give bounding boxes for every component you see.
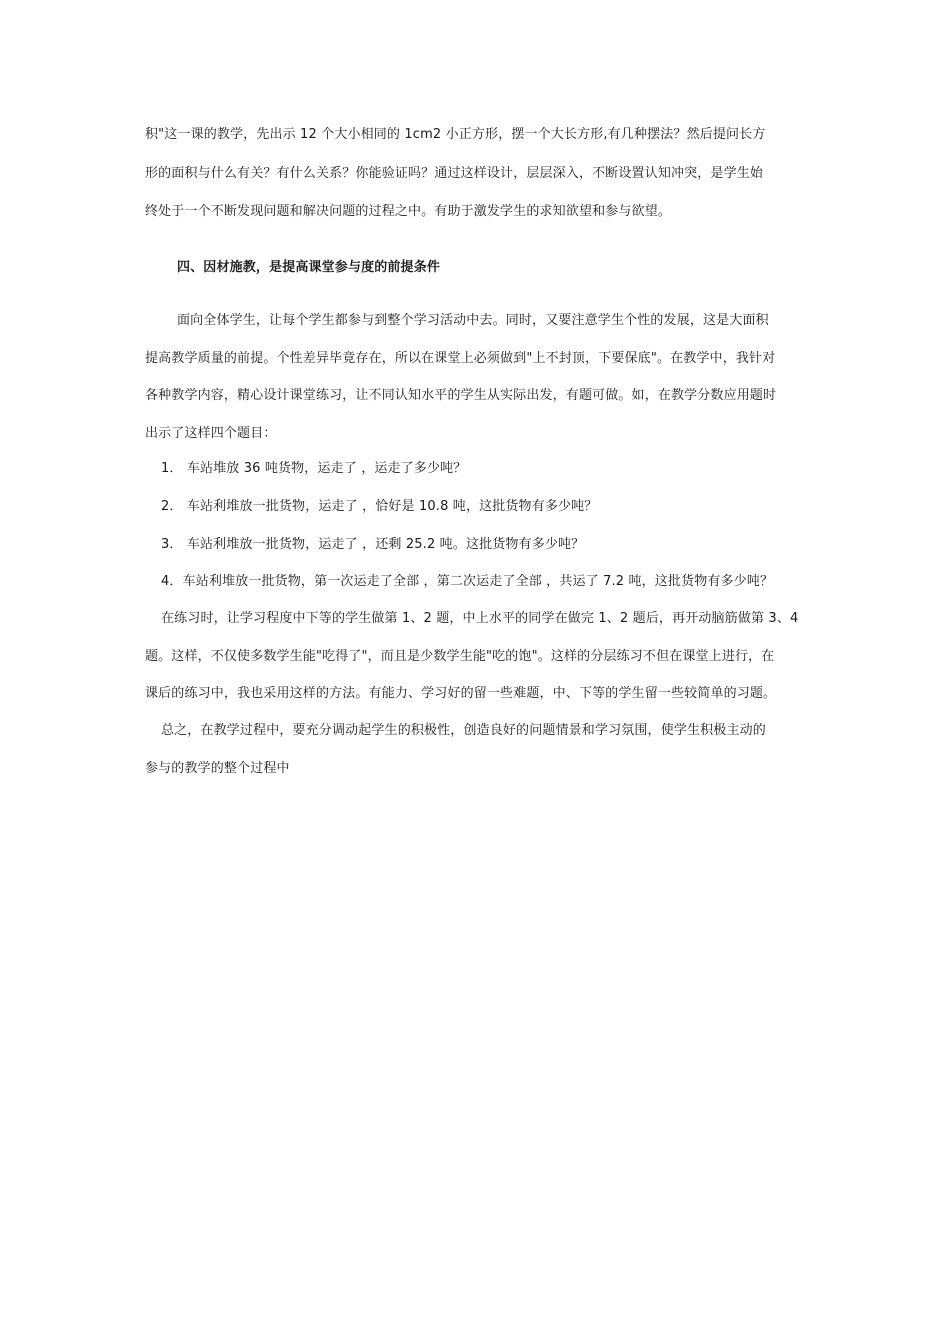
problem-item: 2． 车站利堆放一批货物，运走了 ，恰好是 10.8 吨，这批货物有多少吨？ — [161, 499, 598, 514]
body-line: 出示了这样四个题目： — [145, 426, 277, 441]
problem-item: 1． 车站堆放 36 吨货物，运走了 ，运走了多少吨？ — [161, 461, 467, 476]
practice-line: 在练习时，让学习程度中下等的学生做第 1、2 题，中上水平的同学在做完 1、2 题后，再开动脑筋做第 3、4 — [161, 611, 799, 626]
practice-line: 题。这样，不仅使多数学生能"吃得了"，而且是少数学生能"吃的饱"。这样的分层练习不但在课堂上进行，在 — [145, 649, 775, 664]
problem-item: 3． 车站利堆放一批货物，运走了 ，还剩 25.2 吨。这批货物有多少吨？ — [161, 537, 585, 552]
body-line: 各种教学内容，精心设计课堂练习，让不同认知水平的学生从实际出发，有题可做。如，在教学分数应用题时 — [145, 388, 777, 403]
body-line: 提高教学质量的前提。个性差异毕竟存在，所以在课堂上必须做到"上不封顶，下要保底"。在教学中，我针对 — [145, 351, 776, 366]
section-heading: 四、因材施教，是提高课堂参与度的前提条件 — [177, 260, 441, 275]
body-line: 面向全体学生，让每个学生都参与到整个学习活动中去。同时，又要注意学生个性的发展，这是大面积 — [177, 313, 769, 328]
problem-item: 4．车站利堆放一批货物，第一次运走了全部 ，第二次运走了全部 ，共运了 7.2 吨，这批货物有多少吨？ — [161, 574, 774, 589]
summary-line: 总之，在教学过程中，要充分调动起学生的积极性，创造良好的问题情景和学习氛围，使学生积极主动的 — [161, 723, 766, 738]
practice-line: 课后的练习中，我也采用这样的方法。有能力、学习好的留一些难题，中、下等的学生留一些较简单的习题。 — [145, 686, 777, 701]
intro-line: 积"这一课的教学，先出示 12 个大小相同的 1cm2 小正方形，摆一个大长方形,有几种摆法？然后提问长方 — [145, 127, 766, 142]
intro-line: 形的面积与什么有关？有什么关系？你能验证吗？通过这样设计，层层深入，不断设置认知冲突，是学生始 — [145, 166, 764, 181]
summary-line: 参与的教学的整个过程中 — [145, 761, 290, 776]
intro-line: 终处于一个不断发现问题和解决问题的过程之中。有助于激发学生的求知欲望和参与欲望。 — [145, 204, 672, 219]
